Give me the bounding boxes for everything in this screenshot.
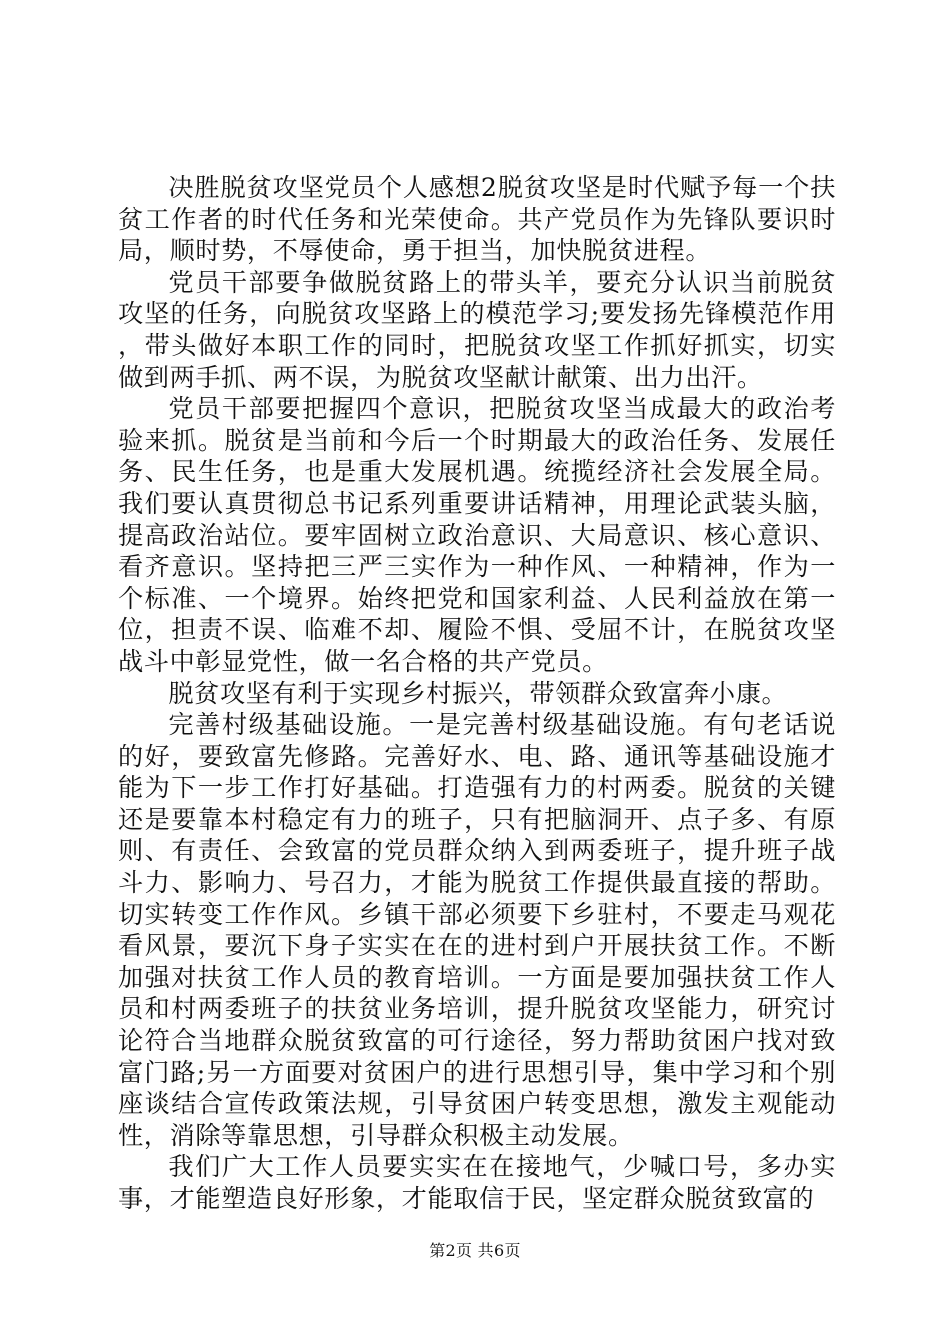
paragraph-2: 党员干部要争做脱贫路上的带头羊，要充分认识当前脱贫攻坚的任务，向脱贫攻坚路上的模范学习;要发扬先锋模范作用，带头做好本职工作的同时，把脱贫攻坚工作抓好抓实，切实做到两手抓、两不误，为脱贫攻坚献计献策、出力出汗。	[118, 267, 836, 392]
paragraph-4: 脱贫攻坚有利于实现乡村振兴，带领群众致富奔小康。	[168, 678, 788, 708]
paragraph-6: 我们广大工作人员要实实在在接地气，少喊口号，多办实事，才能塑造良好形象，才能取信于民，坚定群众脱贫致富的	[118, 1152, 836, 1213]
paragraph-1: 决胜脱贫攻坚党员个人感想2脱贫攻坚是时代赋予每一个扶贫工作者的时代任务和光荣使命。共产党员作为先锋队要识时局，顺时势，不辱使命，勇于担当，加快脱贫进程。	[118, 173, 836, 266]
paragraph-3: 党员干部要把握四个意识，把脱贫攻坚当成最大的政治考验来抓。脱贫是当前和今后一个时期最大的政治任务、发展任务、民生任务，也是重大发展机遇。统揽经济社会发展全局。我们要认真贯彻总书记系列重要讲话精神，用理论武装头脑，提高政治站位。要牢固树立政治意识、大局意识、核心意识、看齐意识。坚持把三严三实作为一种作风、一种精神，作为一个标准、一个境界。始终把党和国家利益、人民利益放在第一位，担责不误、临难不却、履险不惧、受屈不计，在脱贫攻坚战斗中彰显党性，做一名合格的共产党员。	[118, 394, 836, 676]
document-body	[118, 172, 836, 1215]
page-footer: 第2页 共6页	[429, 1241, 521, 1260]
paragraph-5: 完善村级基础设施。一是完善村级基础设施。有句老话说的好，要致富先修路。完善好水、电、路、通讯等基础设施才能为下一步工作打好基础。打造强有力的村两委。脱贫的关键还是要靠本村稳定有力的班子，只有把脑洞开、点子多、有原则、有责任、会致富的党员群众纳入到两委班子，提升班子战斗力、影响力、号召力，才能为脱贫工作提供最直接的帮助。切实转变工作作风。乡镇干部必须要下乡驻村，不要走马观花看风景，要沉下身子实实在在的进村到户开展扶贫工作。不断加强对扶贫工作人员的教育培训。一方面是要加强扶贫工作人员和村两委班子的扶贫业务培训，提升脱贫攻坚能力，研究讨论符合当地群众脱贫致富的可行途径，努力帮助贫困户找对致富门路;另一方面要对贫困户的进行思想引导，集中学习和个别座谈结合宣传政策法规，引导贫困户转变思想，激发主观能动性，消除等靠思想，引导群众积极主动发展。	[118, 710, 836, 1150]
